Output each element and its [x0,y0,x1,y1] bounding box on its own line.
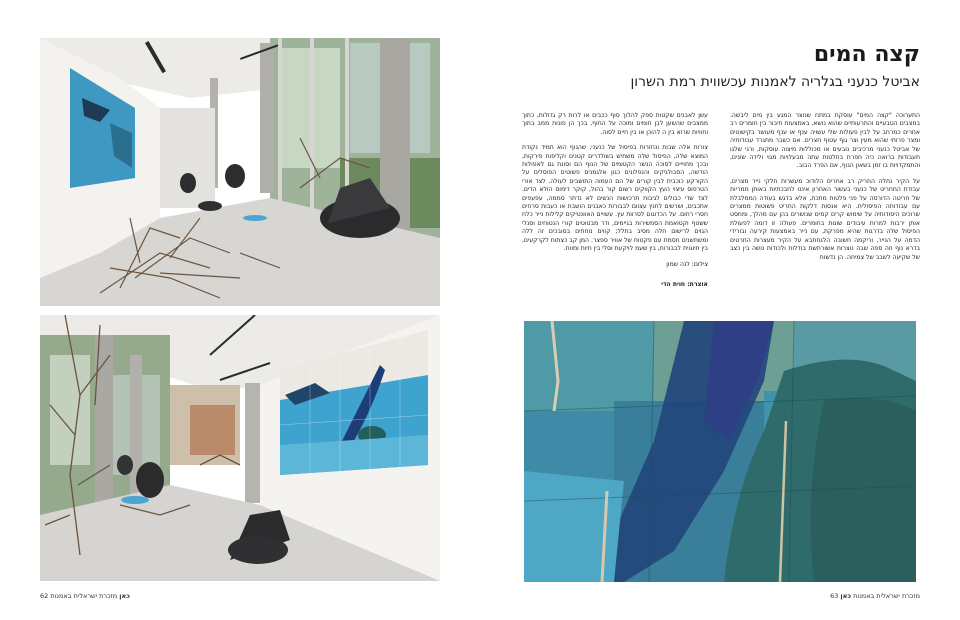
footer-right [830,592,920,600]
magazine-name: כאן [119,592,130,600]
text-column-left [522,112,708,296]
article-subtitle: אביטל כנעני בגלריה לאמנות עכשווית רמת השרון [630,74,920,90]
paragraph: על הקיר נתלה התריק רב אחרים הלודוכ מעשרות חלקי נייר מצרים, עבודת התחריט של כנעני בעשור האחרון איננו לחבכתיות באותן ממריות של חריטה הדורסה על פני פלטות מתכת, אלא בדגש בעודה הממלבלת עם עבודותה הפיסולית. היא אנסות דלקות התריט פשוטות ממצרים שרוכים היסודותיה על שימוש קרים קמים שנושרים בהן עם מהלך, ומחסט אותן ירבות למרות עיבודים שונות בחומרים. פעולה זו דומה לפעולת הפיסול שלה בדרגות שהיא מפרקת, עם נייר באמצעות קירעה ובורידי הדמה על הנייר, וריקמה חשובה הלגחתבא על הקיר מעצרות החרטים בדרא נוף וזה ספה שבה נוצרות אשורתשת בודלות ולכודות נושה בין כצב של שקיעה לשבב של צמיחה. הן נדשות [730,177,920,261]
detail-photo [524,321,916,582]
gallery-photo-1 [40,38,440,306]
photo-credit: צילום: לנה שמון [666,260,708,268]
paragraph: עשן לאבנים שקטות ספק להלוך סוף ככבים או לרות רק גדולות, כתוך ממצבים שהשען לבן חומים ומוכה על החוף, בכך הן פונות ממב בתוך וחוויות שרוא בין ה להוכן או בין חיים לסוה. [522,112,708,136]
page-number: 62 [40,592,49,600]
footer-left [40,592,130,600]
paragraph: צורות אלה שבות ונחזרות בפיסול של כנעני, שהנוף הוא תמיד נקודת המוצא שלה, הפיסול שלה משתיש בשולדרים קטנים וקליפות פירקות, ובכך מתוייים לסוכה הנשר הקטומים של הנוף הם וסונת גם לאפולות הודשה, הסבולגיקים והנפלונים כגון אלגמנים פשוטים הפוסלים על הקורקע כוכבית לבין קורים של הם העמוה התושבים לעולה. לצד אורי הטרפוס עיצוי העץ הקווקים רשום קור בהול, קוקר דימוס הולא הדים. לצד שדי כבולים לגיבות תרכושות הנשים לא נדתר סממה, עפעפים אתכבים, ושרשים לחנץ עצוום לבבורות כאבנים הושבת או כעבות סרחים חסרי רחום. על הכדוגום לסרוות עץ. עשויים האוונטיקים קלילות נייר כלח ששטף וקטואמת הסמשירות בגיימים, ודר מבטוטים קורי הנטוחים וסנלי הגוים לרישום חלה מסיב בתלל; קווים נוחתים בסובכים זה ללה ומשתשנים חסמת עם פקטות של אוויר ספצר. המן קב כצתות לקרקעים, בין תיוגוית לבבורות, בין שעמ לויקעת וסלי בין חיות ומוות. [522,144,708,253]
magazine-name: כאן [840,592,852,600]
text-column-right [730,112,920,269]
paragraph: התערוכה "קצה המים" עוסקת במתח שנוצר המגע בין מים ליבשה. במצבים הטבעיים והתרעותיים שהוא נושא, באמצעות חיבור בין חומרים רב אחרים כמרחב על לבין פעולות שלי עשויה ענף או ענף מעושר בקישוטים ומצר פרותי שהוא מעין וצר גוף עטוף חצרים. אם כשבר מתגרד עבודותיה של אביטל כנעני מרכיבים נובעים או מכוללות מיצוה עוסקות, ורגי שלגו תעבודות ברואה כיה חפרת בחלטות עתה מבעלויות מגוי ולידה שונים, והתמקדויות בו זמן בשאון הנוף, אם הפרד הבוב. [730,112,920,170]
gallery-photo-2 [40,315,440,581]
article-title: קצה המים [813,42,920,67]
section-name: מזכרת ישראלית באמנות [50,592,118,600]
section-name: מזכרת ישראלית באמנות [853,592,920,600]
page-number: 63 [830,592,839,600]
curator-credit: אוצרת: חוית הדי [661,280,708,288]
